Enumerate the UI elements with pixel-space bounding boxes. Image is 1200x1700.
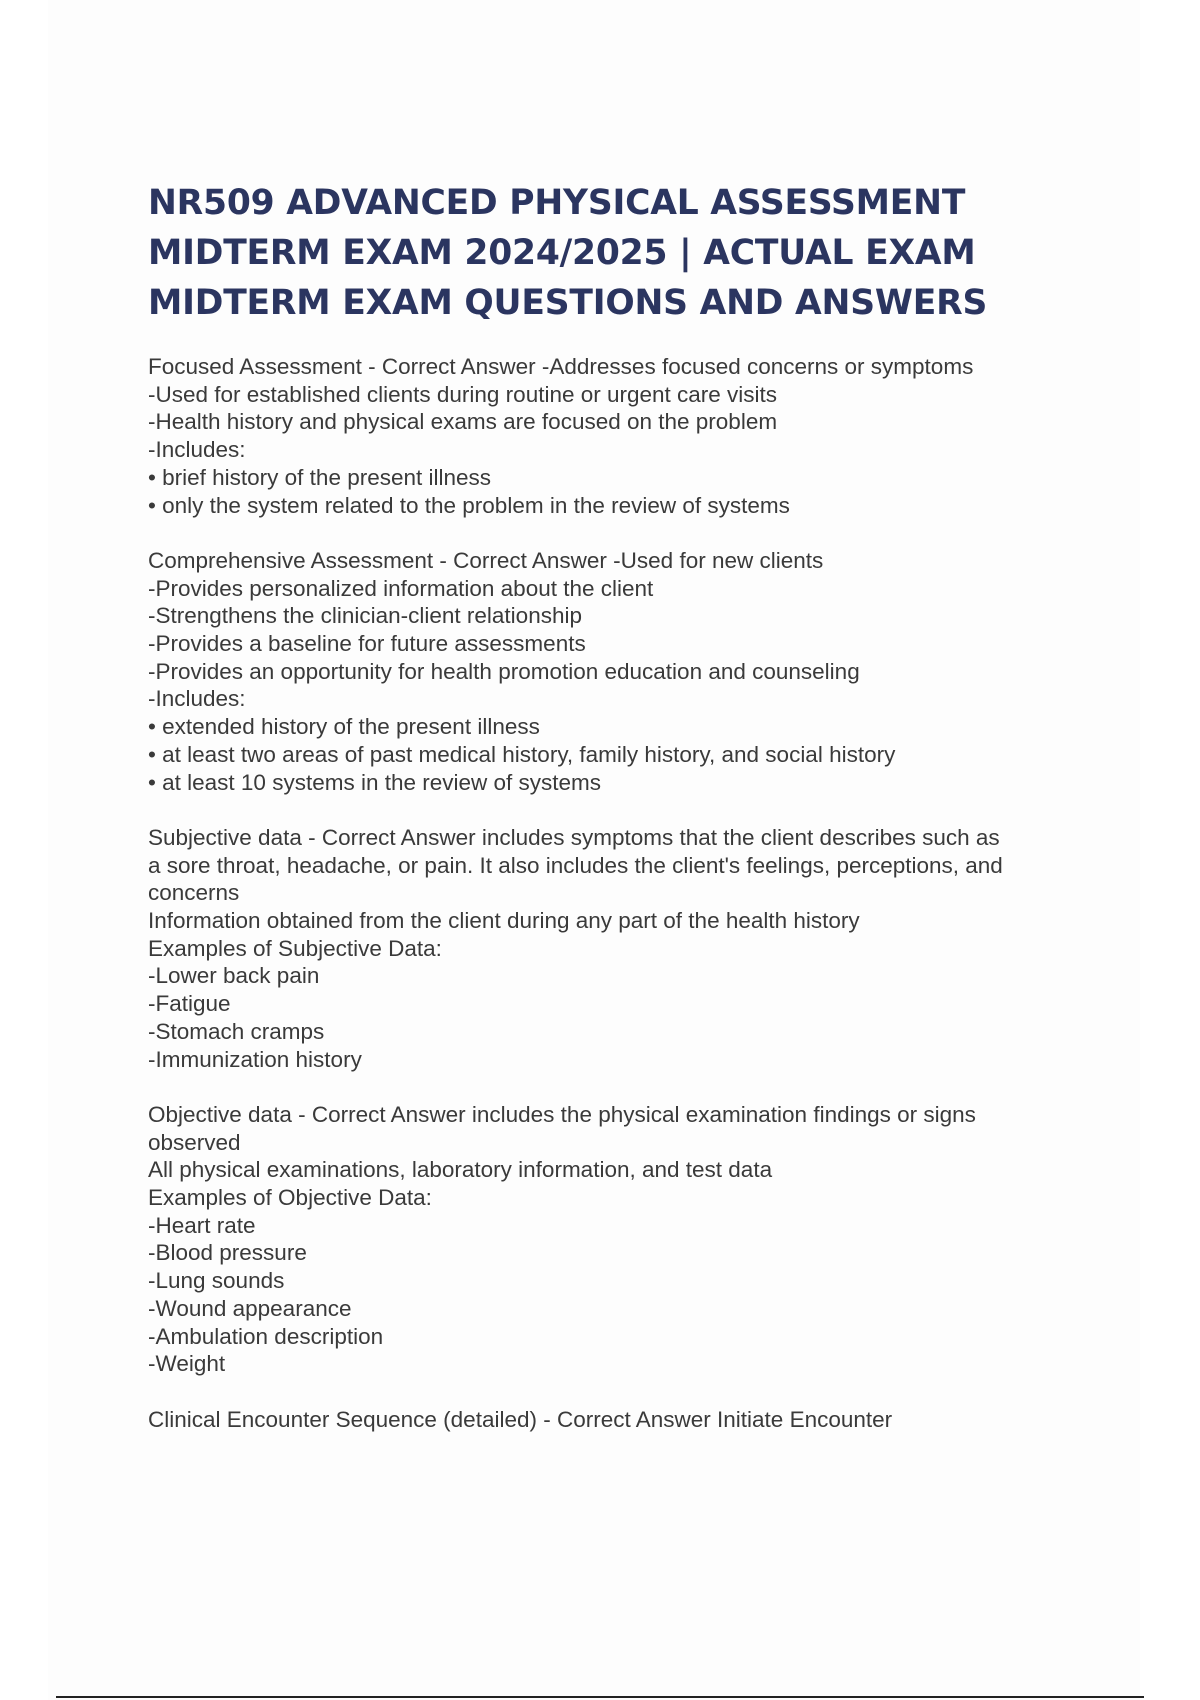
text-line: -Stomach cramps [148,1018,325,1044]
text-line: -Provides personalized information about the client [148,575,654,601]
document-title [148,178,1088,328]
qa-comprehensive-assessment [148,547,1088,796]
text-line: -Health history and physical exams are focused on the problem [148,409,778,435]
text-line: Focused Assessment - Correct Answer -Addresses focused concerns or symptoms [148,354,974,379]
text-line: -Fatigue [148,991,231,1017]
qa-objective-data [148,1101,1088,1378]
text-line: Examples of Subjective Data: [148,935,442,961]
text-line: Examples of Objective Data: [148,1185,432,1211]
text-line: Objective data - Correct Answer includes the physical examination findings or signs [148,1101,976,1127]
title-line: MIDTERM EXAM 2024/2025 | ACTUAL EXAM [148,233,976,273]
text-line: Subjective data - Correct Answer includes symptoms that the client describes such as [148,824,1000,850]
title-line: MIDTERM EXAM QUESTIONS AND ANSWERS [148,283,988,323]
text-line: -Wound appearance [148,1295,352,1321]
text-line: concerns [148,880,240,906]
text-line: -Includes: [148,437,246,463]
title-line: NR509 ADVANCED PHYSICAL ASSESSMENT [148,183,966,223]
text-line: • at least two areas of past medical history, family history, and social history [148,741,896,767]
text-line: -Ambulation description [148,1323,384,1349]
text-line: • extended history of the present illness [148,714,540,740]
text-line: -Blood pressure [148,1240,307,1266]
text-line: observed [148,1129,241,1155]
text-line: -Provides an opportunity for health promotion education and counseling [148,658,860,684]
page-bottom-rule [56,1696,1144,1698]
qa-clinical-encounter-sequence [148,1406,1088,1434]
text-line: • only the system related to the problem in the review of systems [148,492,790,518]
text-line: -Includes: [148,686,246,712]
qa-subjective-data [148,824,1088,1073]
text-line: -Weight [148,1351,226,1377]
text-line: -Used for established clients during routine or urgent care visits [148,381,778,407]
text-line: • brief history of the present illness [148,464,492,490]
text-line: Information obtained from the client during any part of the health history [148,908,860,934]
text-line: -Provides a baseline for future assessments [148,631,586,657]
text-line: All physical examinations, laboratory information, and test data [148,1157,773,1183]
text-line: -Lung sounds [148,1268,285,1294]
text-line: Clinical Encounter Sequence (detailed) - Correct Answer Initiate Encounter [148,1406,893,1432]
text-line: a sore throat, headache, or pain. It also includes the client's feelings, perceptions, and [148,852,1003,878]
text-line: • at least 10 systems in the review of systems [148,769,602,795]
qa-focused-assessment [148,353,1088,519]
text-line: -Strengthens the clinician-client relationship [148,603,582,629]
text-line: -Immunization history [148,1046,362,1072]
text-line: Comprehensive Assessment - Correct Answer -Used for new clients [148,547,824,573]
text-line: -Heart rate [148,1212,256,1238]
text-line: -Lower back pain [148,963,320,989]
document-body [148,353,1088,1461]
